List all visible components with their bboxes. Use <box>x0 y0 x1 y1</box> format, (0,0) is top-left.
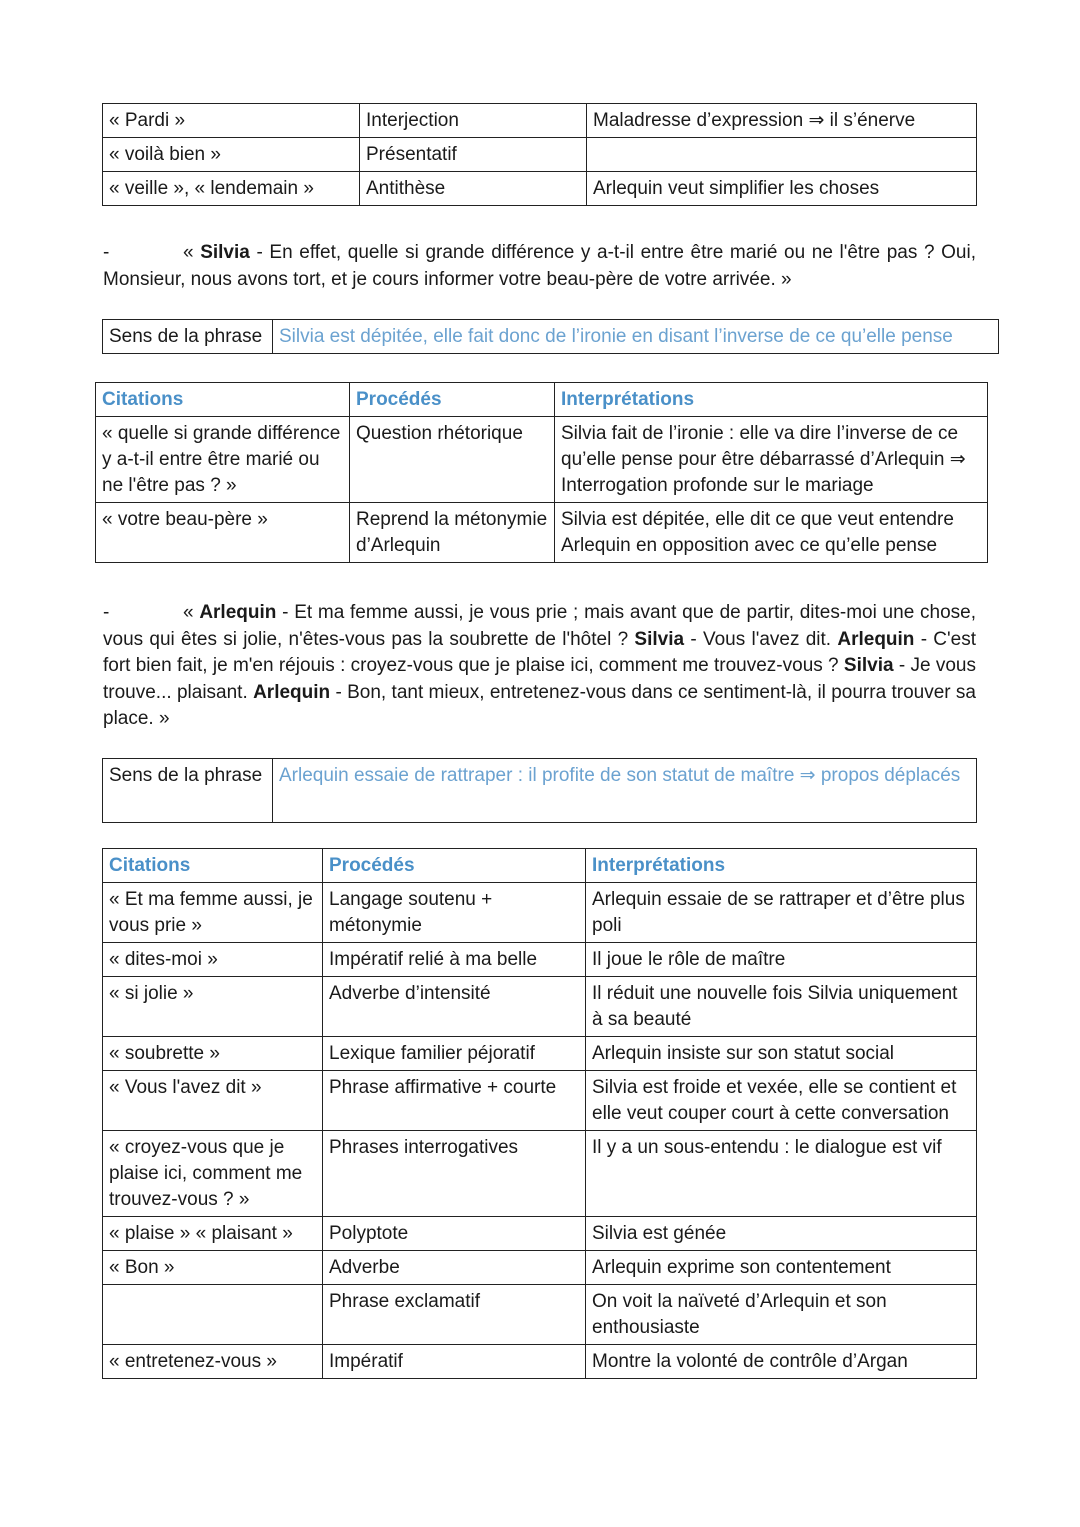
cell: Phrase exclamatif <box>323 1285 586 1345</box>
cell: Phrases interrogatives <box>323 1131 586 1217</box>
cell: Silvia est génée <box>586 1217 977 1251</box>
cell <box>587 138 977 172</box>
quote-text: - Et ma femme aussi, je vous prie ; mais avant que de partir, dites-moi une chose, vous qui êtes si jolie, n'êtes-vous pas la soubrette de l'hôtel ? <box>103 602 976 650</box>
cell: Il y a un sous-entendu : le dialogue est vif <box>586 1131 977 1217</box>
quote-text: - Je vous trouve... plaisant. <box>103 655 976 703</box>
table-3 <box>102 848 977 1379</box>
cell: « Et ma femme aussi, je vous prie » <box>103 883 323 943</box>
cell: Question rhétorique <box>350 417 555 503</box>
sens-value: Arlequin essaie de rattraper : il profite de son statut de maître ⇒ propos déplacés <box>273 759 977 823</box>
speaker: Arlequin <box>837 628 915 650</box>
table-row <box>103 1217 977 1251</box>
table-row <box>103 138 977 172</box>
quote-arlequin <box>103 600 976 733</box>
cell: Arlequin insiste sur son statut social <box>586 1037 977 1071</box>
header-interpretations: Interprétations <box>586 849 977 883</box>
cell: « voilà bien » <box>103 138 360 172</box>
cell: Arlequin veut simplifier les choses <box>587 172 977 206</box>
speaker: Arlequin <box>253 681 331 703</box>
table-row <box>103 1285 977 1345</box>
open-quote: « <box>183 602 200 623</box>
table-row <box>103 977 977 1037</box>
cell: Adverbe d’intensité <box>323 977 586 1037</box>
sens-label: Sens de la phrase <box>103 759 273 823</box>
cell: Reprend la métonymie d’Arlequin <box>350 503 555 563</box>
cell: « croyez-vous que je plaise ici, comment me trouvez-vous ? » <box>103 1131 323 1217</box>
sens-value: Silvia est dépitée, elle fait donc de l’ironie en disant l’inverse de ce qu’elle pense <box>273 320 999 354</box>
header-procedes: Procédés <box>350 383 555 417</box>
quote-text: - En effet, quelle si grande différence y a-t-il entre être marié ou ne l'être pas ? Oui, Monsieur, nous avons tort, et je cours informer votre beau-père de votre arrivée. » <box>103 242 976 290</box>
cell: Interjection <box>360 104 587 138</box>
table-row <box>96 503 988 563</box>
table-row <box>103 1037 977 1071</box>
cell: « Pardi » <box>103 104 360 138</box>
cell: On voit la naïveté d’Arlequin et son enthousiaste <box>586 1285 977 1345</box>
table-row <box>103 1131 977 1217</box>
cell: « entretenez-vous » <box>103 1345 323 1379</box>
dash: - <box>103 242 110 263</box>
cell: Silvia est dépitée, elle dit ce que veut entendre Arlequin en opposition avec ce qu’elle pense <box>555 503 988 563</box>
sens-table-1 <box>102 319 999 354</box>
quote-text: - Vous l'avez dit. <box>684 628 838 650</box>
cell: « soubrette » <box>103 1037 323 1071</box>
cell: Phrase affirmative + courte <box>323 1071 586 1131</box>
quote-text: - C'est fort bien fait, je m'en réjouis : croyez-vous que je plaise ici, comment me trouvez-vous ? <box>103 628 976 676</box>
cell: Montre la volonté de contrôle d’Argan <box>586 1345 977 1379</box>
table-row <box>103 1251 977 1285</box>
cell <box>103 1285 323 1345</box>
table-header-row <box>96 383 988 417</box>
speaker: Silvia <box>634 628 685 650</box>
cell: Lexique familier péjoratif <box>323 1037 586 1071</box>
open-quote: « <box>183 242 201 263</box>
speaker: Silvia <box>843 655 894 676</box>
cell: « quelle si grande différence y a-t-il entre être marié ou ne l'être pas ? » <box>96 417 350 503</box>
table-header-row <box>103 849 977 883</box>
speaker: Arlequin <box>199 602 277 623</box>
cell: « si jolie » <box>103 977 323 1037</box>
table-row <box>103 320 999 354</box>
dash: - <box>103 602 110 623</box>
cell: Adverbe <box>323 1251 586 1285</box>
cell: Il joue le rôle de maître <box>586 943 977 977</box>
cell: Langage soutenu + métonymie <box>323 883 586 943</box>
table-row <box>103 1071 977 1131</box>
cell: Polyptote <box>323 1217 586 1251</box>
table-row <box>103 1345 977 1379</box>
table-2 <box>95 382 988 563</box>
cell: Impératif <box>323 1345 586 1379</box>
cell: « Vous l'avez dit » <box>103 1071 323 1131</box>
table-row <box>103 104 977 138</box>
sens-table-2 <box>102 758 977 823</box>
table-row <box>103 172 977 206</box>
table-1 <box>102 103 977 206</box>
table-row <box>103 759 977 823</box>
cell: Silvia est froide et vexée, elle se contient et elle veut couper court à cette conversation <box>586 1071 977 1131</box>
cell: Il réduit une nouvelle fois Silvia uniquement à sa beauté <box>586 977 977 1037</box>
table-row <box>96 417 988 503</box>
quote-silvia <box>103 240 976 293</box>
cell: Arlequin essaie de se rattraper et d’être plus poli <box>586 883 977 943</box>
sens-label: Sens de la phrase <box>103 320 273 354</box>
header-citations: Citations <box>103 849 323 883</box>
cell: « plaise » « plaisant » <box>103 1217 323 1251</box>
cell: Présentatif <box>360 138 587 172</box>
header-procedes: Procédés <box>323 849 586 883</box>
speaker: Silvia <box>200 242 250 263</box>
cell: Maladresse d’expression ⇒ il s’énerve <box>587 104 977 138</box>
table-row <box>103 883 977 943</box>
cell: Antithèse <box>360 172 587 206</box>
header-interpretations: Interprétations <box>555 383 988 417</box>
table-row <box>103 943 977 977</box>
header-citations: Citations <box>96 383 350 417</box>
cell: « dites-moi » <box>103 943 323 977</box>
cell: « votre beau-père » <box>96 503 350 563</box>
cell: Impératif relié à ma belle <box>323 943 586 977</box>
quote-text: - Bon, tant mieux, entretenez-vous dans ce sentiment-là, il pourra trouver sa place. » <box>103 681 977 729</box>
cell: Silvia fait de l’ironie : elle va dire l’inverse de ce qu’elle pense pour être débarrassé d’Arlequin ⇒ Interrogation profonde sur le mariage <box>555 417 988 503</box>
cell: « veille », « lendemain » <box>103 172 360 206</box>
cell: « Bon » <box>103 1251 323 1285</box>
cell: Arlequin exprime son contentement <box>586 1251 977 1285</box>
